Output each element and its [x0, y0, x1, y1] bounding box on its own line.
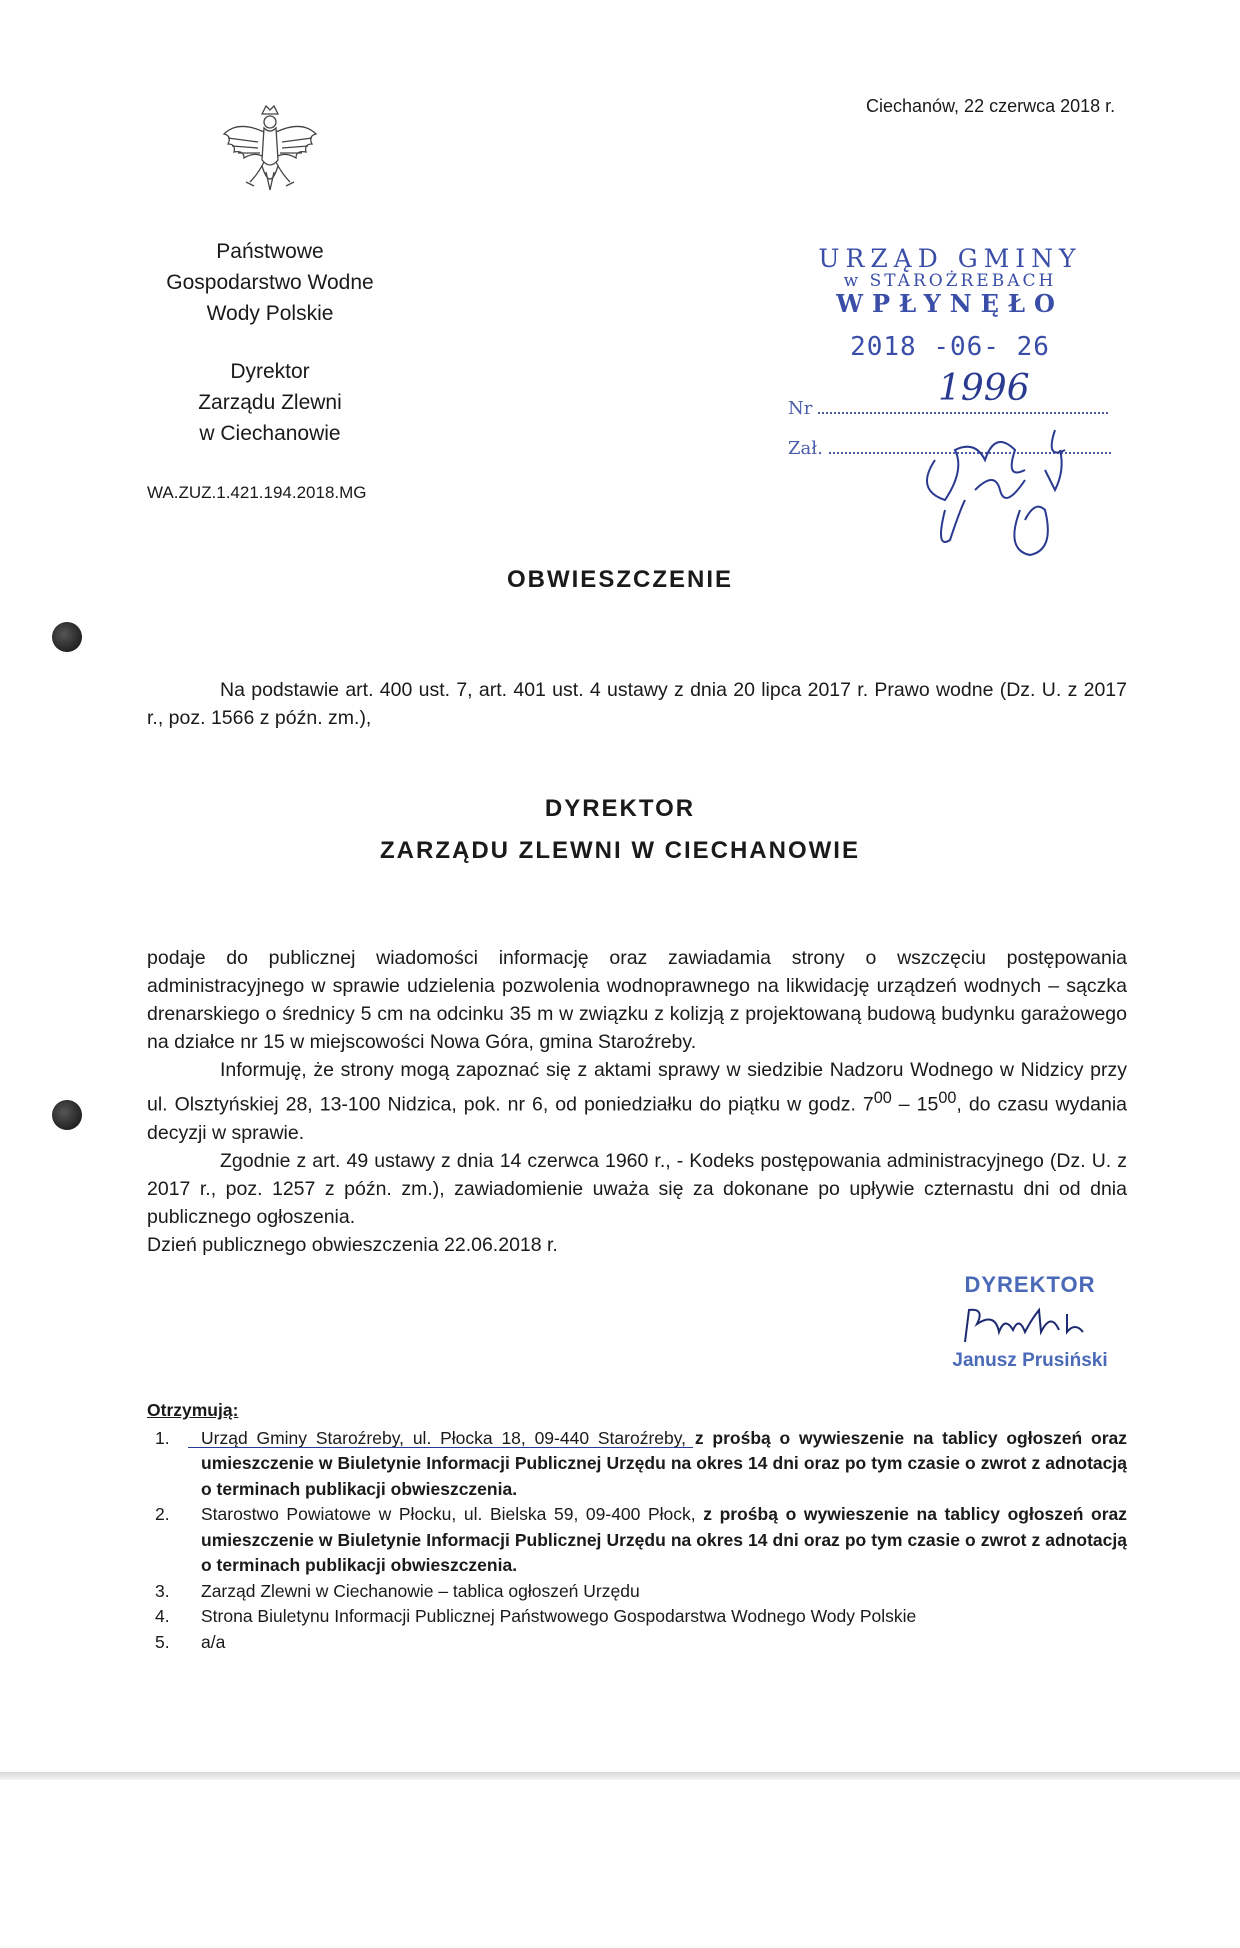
body-paragraph-3: Zgodnie z art. 49 ustawy z dnia 14 czerwca 1960 r., - Kodeks postępowania administracyjnego (Dz. U. z 2017 r., poz. 1257 z późn. zm.), zawiadomienie uważa się za dokonane po upływie czternastu dni od dnia publicznego ogłoszenia.	[147, 1149, 1127, 1228]
recipient-item	[147, 1604, 1127, 1630]
recipient-text	[201, 1426, 1127, 1503]
recipient-item	[147, 1426, 1127, 1503]
time-sup-1: 00	[873, 1089, 892, 1107]
handwritten-signature	[955, 1302, 1105, 1348]
notice-body	[147, 944, 1127, 1259]
director-line: Zarządu Zlewni	[198, 391, 342, 414]
stamp-date: 2018 -06- 26	[850, 332, 1050, 362]
recipient-item	[147, 1502, 1127, 1579]
recipient-name: Urząd Gminy Staroźreby, ul. Płocka 18, 09-440 Staroźreby,	[201, 1427, 695, 1448]
org-line: Państwowe	[216, 240, 324, 263]
recipient-request: z prośbą o wywieszenie na tablicy ogłoszeń oraz umieszczenie w Biuletynie Informacji Publicznej Urzędu na okres 14 dni oraz po tym czasie o zwrot z adnotacją o terminach publikacji obwieszczenia.	[201, 1427, 1127, 1499]
org-line: Gospodarstwo Wodne	[166, 271, 374, 294]
body-paragraph-1: podaje do publicznej wiadomości informację oraz zawiadamia strony o wszczęciu postępowania administracyjnego w sprawie udzielenia pozwolenia wodnoprawnego na likwidację urządzeń wodnych – sączka drenarskiego o średnicy 5 cm na odcinku 35 m w związku z kolizją z projektowaną budową budynku garażowego na działce nr 15 w miejscowości Nowa Góra, gmina Staroźreby.	[147, 947, 1127, 1053]
paragraph-2-text-b: – 15	[891, 1093, 939, 1116]
stamp-nr-handwritten: 1996	[938, 368, 1030, 409]
body-paragraph-2	[147, 1056, 1127, 1147]
case-reference: WA.ZUZ.1.421.194.2018.MG	[147, 483, 367, 502]
authority-line-1: DYREKTOR	[544, 795, 696, 822]
recipients-list	[147, 1426, 1127, 1656]
recipients-heading: Otrzymują:	[147, 1400, 239, 1420]
legal-basis-text: Na podstawie art. 400 ust. 7, art. 401 ust. 4 ustawy z dnia 20 lipca 2017 r. Prawo wodne (Dz. U. z 2017 r., poz. 1566 z późn. zm.),	[147, 679, 1127, 729]
document-title: OBWIESZCZENIE	[506, 566, 733, 593]
paragraph-2-text-a: Informuję, że strony mogą zapoznać się z aktami sprawy w siedzibie Nadzoru Wodnego w Nidzicy przy ul. Olsztyńskiej 28, 13-100 Nidzica, pok. nr 6, od poniedziałku do piątku w godz. 7	[147, 1059, 1127, 1116]
recipients-section	[147, 1398, 1127, 1655]
director-line: Dyrektor	[230, 360, 310, 383]
signature-title: DYREKTOR	[964, 1272, 1096, 1297]
recipient-number: 3.	[155, 1580, 170, 1601]
punch-hole-bottom	[52, 1100, 82, 1130]
time-sup-2: 00	[938, 1089, 957, 1107]
stamp-office: URZĄD GMINY	[818, 244, 1082, 273]
document-date: Ciechanów, 22 czerwca 2018 r.	[866, 96, 1116, 116]
signature-name: Janusz Prusiński	[952, 1350, 1108, 1371]
director-line: w Ciechanowie	[199, 422, 341, 445]
paragraph-2-text-c: , do czasu wydania decyzji w sprawie.	[147, 1093, 1127, 1144]
body-paragraph-4: Dzień publicznego obwieszczenia 22.06.2018 r.	[147, 1233, 558, 1256]
scan-edge	[0, 1772, 1240, 1780]
issuer-director	[120, 356, 420, 449]
recipient-name: Strona Biuletynu Informacji Publicznej Państwowego Gospodarstwa Wodnego Wody Polskie	[201, 1606, 917, 1626]
legal-basis	[147, 676, 1127, 732]
recipient-name: Starostwo Powiatowe w Płocku, ul. Bielska 59, 09-400 Płock,	[201, 1504, 704, 1524]
handwritten-initials-scribble	[905, 410, 1085, 560]
authority-line-2: ZARZĄDU ZLEWNI W CIECHANOWIE	[380, 837, 860, 864]
recipient-number: 5.	[155, 1631, 170, 1652]
director-signature-stamp	[930, 1272, 1130, 1372]
recipient-text	[201, 1502, 1127, 1579]
stamp-nr-label: Nr	[788, 398, 813, 419]
punch-hole-top	[52, 622, 82, 652]
recipient-request: z prośbą o wywieszenie na tablicy ogłoszeń oraz umieszczenie w Biuletynie Informacji Publicznej Urzędu na okres 14 dni oraz po tym czasie o zwrot z adnotacją o terminach publikacji obwieszczenia.	[201, 1504, 1127, 1575]
org-line: Wody Polskie	[206, 302, 334, 325]
recipient-number: 1.	[155, 1427, 170, 1448]
stamp-zal-label: Zał.	[788, 438, 823, 459]
recipient-name: Zarząd Zlewni w Ciechanowie – tablica ogłoszeń Urzędu	[201, 1580, 640, 1601]
stamp-received: WPŁYNĘŁO	[836, 289, 1064, 318]
recipient-item	[147, 1579, 1127, 1605]
recipient-number: 2.	[155, 1504, 170, 1524]
recipient-item	[147, 1630, 1127, 1656]
recipient-1-underline	[188, 1447, 693, 1448]
recipient-number: 4.	[155, 1606, 170, 1626]
stamp-place: w STAROŻREBACH	[843, 271, 1057, 291]
issuer-organization	[120, 236, 420, 329]
recipient-name: a/a	[201, 1631, 226, 1652]
polish-eagle-emblem-icon	[218, 100, 322, 200]
received-stamp	[790, 244, 1110, 362]
